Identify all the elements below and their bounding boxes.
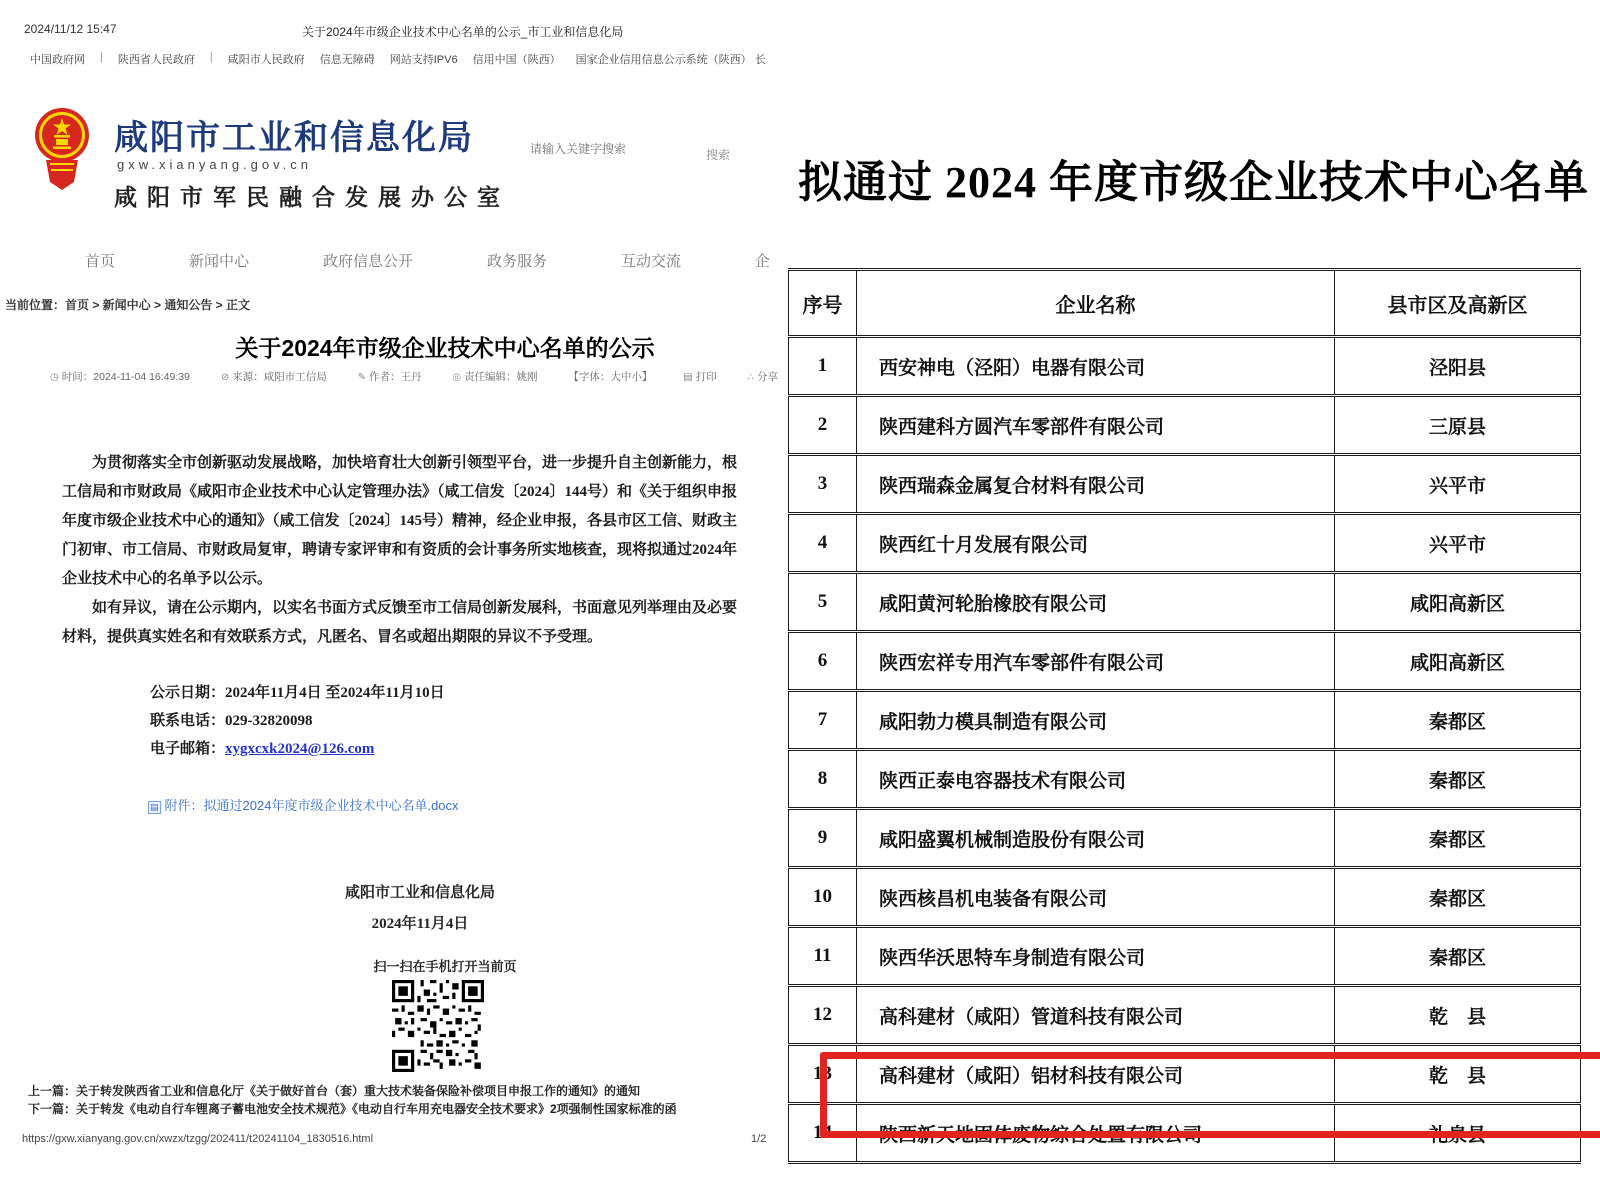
- share-icon: ∴: [747, 372, 754, 383]
- meta-author: [358, 369, 422, 384]
- cell-no: 13: [789, 1045, 857, 1104]
- search-box[interactable]: [528, 140, 703, 158]
- table-row: [789, 986, 1581, 1045]
- cell-no: 11: [789, 927, 857, 986]
- print-page-title: 关于2024年市级企业技术中心名单的公示_市工业和信息化局: [302, 25, 624, 39]
- link-enterprise-credit[interactable]: 国家企业信用信息公示系统（陕西）: [575, 54, 752, 66]
- table-row-highlighted: [789, 1104, 1581, 1163]
- table-row: [789, 691, 1581, 750]
- meta-editor: [452, 369, 537, 384]
- nav-item-interaction[interactable]: 互动交流: [620, 253, 681, 270]
- top-link-bar: [30, 51, 752, 67]
- email-label: 电子邮箱：: [150, 741, 226, 757]
- cell-name: 高科建材（咸阳）铝材科技有限公司: [857, 1045, 1335, 1104]
- national-emblem-icon: [33, 106, 91, 192]
- topbar-right-partial[interactable]: 长: [755, 54, 766, 66]
- site-name: 咸阳市工业和信息化局: [114, 119, 474, 157]
- clock-icon: ◷: [50, 372, 59, 383]
- body-line: 材料，提供真实姓名和有效联系方式，凡匿名、冒名或超出期限的异议不予受理。: [62, 629, 603, 645]
- body-line: 为贯彻落实全市创新驱动发展战略，加快培育壮大创新引领型平台，进一步提升自主创新能力，根: [92, 455, 738, 471]
- roster-title: 拟通过 2024 年度市级企业技术中心名单: [798, 158, 1589, 207]
- cell-name: 陕西新天地固体废物综合处置有限公司: [857, 1104, 1335, 1163]
- print-footer-page: 1/2: [751, 1133, 767, 1145]
- cell-no: 14: [789, 1104, 857, 1163]
- cell-district: 泾阳县: [1335, 337, 1581, 396]
- signature-org: 咸阳市工业和信息化局: [344, 885, 495, 901]
- table-row: [789, 1045, 1581, 1104]
- print-timestamp: 2024/11/12 15:47: [24, 22, 117, 36]
- print-footer-url: https://gxw.xianyang.gov.cn/xwzx/tzgg/202411/t20241104_1830516.html: [22, 1133, 374, 1145]
- body-line: 门初审、市工信局、市财政局复审，聘请专家评审和有资质的会计事务所实地核查，现将拟通过2024年: [62, 542, 738, 558]
- cell-no: 4: [789, 514, 857, 573]
- table-row: [789, 573, 1581, 632]
- print-action[interactable]: [683, 369, 716, 384]
- contact-block: [150, 679, 445, 763]
- signature-date: 2024年11月4日: [371, 916, 469, 932]
- article-title: 关于2024年市级企业技术中心名单的公示: [235, 335, 655, 361]
- col-header-no: 序号: [789, 270, 857, 337]
- cell-name: 陕西瑞森金属复合材料有限公司: [857, 455, 1335, 514]
- contact-email-line: [150, 735, 445, 763]
- cell-no: 3: [789, 455, 857, 514]
- pencil-icon: ✎: [357, 372, 366, 383]
- notice-date: 公示日期：2024年11月4日 至2024年11月10日: [150, 685, 445, 701]
- search-input[interactable]: [528, 141, 702, 157]
- cell-district: 兴平市: [1335, 514, 1581, 573]
- next-article-link[interactable]: 下一篇：关于转发《电动自行车锂离子蓄电池安全技术规范》《电动自行车用充电器安全技术要求》2项强制性国家标准的函: [28, 1101, 677, 1116]
- cell-district: 礼泉县: [1335, 1104, 1581, 1163]
- email-link[interactable]: xygxcxk2024@126.com: [225, 741, 375, 757]
- contact-phone: 联系电话：029-32820098: [150, 713, 313, 729]
- meta-time: [50, 369, 190, 384]
- cell-name: 咸阳盛翼机械制造股份有限公司: [857, 809, 1335, 868]
- cell-name: 咸阳勃力模具制造有限公司: [857, 691, 1335, 750]
- font-size-switch[interactable]: 【字体：大中小】: [568, 371, 653, 383]
- qr-code-icon: [392, 980, 484, 1072]
- table-row: [789, 868, 1581, 927]
- main-nav: [85, 250, 770, 271]
- prev-article-link[interactable]: 上一篇：关于转发陕西省工业和信息化厅《关于做好首台（套）重大技术装备保险补偿项目申报工作的通知》的通知: [28, 1084, 641, 1098]
- share-action[interactable]: [748, 369, 778, 384]
- article-body: [62, 449, 737, 652]
- link-gov-cn[interactable]: 中国政府网: [30, 54, 85, 66]
- cell-no: 12: [789, 986, 857, 1045]
- table-row: [789, 750, 1581, 809]
- cell-district: 咸阳高新区: [1335, 573, 1581, 632]
- table-row: [789, 396, 1581, 455]
- cell-district: 秦都区: [1335, 691, 1581, 750]
- cell-name: 陕西正泰电容器技术有限公司: [857, 750, 1335, 809]
- cell-no: 6: [789, 632, 857, 691]
- meta-source: [221, 369, 327, 384]
- editor-icon: ◎: [452, 372, 462, 383]
- cell-no: 1: [789, 337, 857, 396]
- print-label: 打印: [695, 371, 717, 383]
- separator: |: [100, 51, 103, 63]
- webpage-pane: [0, 0, 786, 1200]
- cell-district: 秦都区: [1335, 868, 1581, 927]
- nav-item-news[interactable]: 新闻中心: [188, 253, 249, 270]
- cell-name: 陕西华沃思特车身制造有限公司: [857, 927, 1335, 986]
- body-line: 企业技术中心的名单予以公示。: [62, 571, 273, 587]
- link-accessibility[interactable]: 信息无障碍: [319, 54, 375, 66]
- cell-district: 三原县: [1335, 396, 1581, 455]
- share-label: 分享: [756, 371, 778, 383]
- roster-table: [788, 268, 1581, 1164]
- prev-next-links: [28, 1083, 677, 1118]
- nav-item-home[interactable]: 首页: [85, 253, 116, 270]
- article-meta: [50, 369, 778, 384]
- meta-time-text: 时间：2024-11-04 16:49:39: [61, 371, 190, 383]
- cell-district: 咸阳高新区: [1335, 632, 1581, 691]
- cell-name: 陕西红十月发展有限公司: [857, 514, 1335, 573]
- meta-editor-text: 责任编辑：姚刚: [464, 371, 538, 383]
- attachment-link[interactable]: [148, 795, 459, 814]
- cell-name: 高科建材（咸阳）管道科技有限公司: [857, 986, 1335, 1045]
- cell-no: 8: [789, 750, 857, 809]
- cell-no: 9: [789, 809, 857, 868]
- meta-author-text: 作者：王丹: [368, 371, 422, 383]
- printer-icon: ▤: [683, 372, 693, 383]
- link-xianyang-gov[interactable]: 咸阳市人民政府: [227, 54, 305, 66]
- attachment-name[interactable]: 拟通过2024年度市级企业技术中心名单.docx: [203, 798, 459, 813]
- cell-district: 乾 县: [1335, 1045, 1581, 1104]
- site-url: gxw.xianyang.gov.cn: [117, 157, 312, 172]
- attachment-label: 附件：: [164, 798, 204, 813]
- nav-item-services[interactable]: 政务服务: [486, 253, 547, 270]
- cell-district: 兴平市: [1335, 455, 1581, 514]
- search-button[interactable]: 搜索: [706, 148, 731, 162]
- cell-district: 秦都区: [1335, 927, 1581, 986]
- link-ipv6[interactable]: 网站支持IPV6: [389, 54, 458, 66]
- cell-district: 秦都区: [1335, 750, 1581, 809]
- cell-name: 西安神电（泾阳）电器有限公司: [857, 337, 1335, 396]
- document-icon: ▤: [150, 802, 159, 812]
- link-credit-china[interactable]: 信用中国（陕西）: [472, 54, 561, 66]
- national-emblem-logo[interactable]: [33, 106, 91, 197]
- body-line: 工信局和市财政局《咸阳市企业技术中心认定管理办法》（咸工信发〔2024〕144号）和《关于组织申报: [62, 484, 738, 500]
- cell-name: 陕西核昌机电装备有限公司: [857, 868, 1335, 927]
- signature-block: [255, 878, 585, 940]
- table-row: [789, 927, 1581, 986]
- meta-source-text: 来源：咸阳市工信局: [232, 371, 327, 383]
- cell-district: 秦都区: [1335, 809, 1581, 868]
- col-header-district: 县市区及高新区: [1335, 270, 1581, 337]
- breadcrumb[interactable]: 当前位置：首页 > 新闻中心 > 通知公告 > 正文: [5, 298, 251, 312]
- body-line: 年度市级企业技术中心的通知》（咸工信发〔2024〕145号）精神，经企业申报，各县市区工信、财政主: [62, 513, 738, 529]
- cell-no: 2: [789, 396, 857, 455]
- cell-name: 陕西建科方圆汽车零部件有限公司: [857, 396, 1335, 455]
- table-row: [789, 514, 1581, 573]
- cell-name: 咸阳黄河轮胎橡胶有限公司: [857, 573, 1335, 632]
- link-shaanxi-gov[interactable]: 陕西省人民政府: [117, 54, 195, 66]
- table-header-row: [789, 270, 1581, 337]
- source-icon: ⊘: [220, 372, 230, 383]
- nav-item-info-disclosure[interactable]: 政府信息公开: [322, 253, 413, 270]
- nav-item-partial[interactable]: 企: [754, 253, 770, 270]
- separator: |: [209, 51, 213, 63]
- table-row: [789, 632, 1581, 691]
- table-row: [789, 809, 1581, 868]
- cell-name: 陕西宏祥专用汽车零部件有限公司: [857, 632, 1335, 691]
- qr-code: [392, 980, 484, 1077]
- table-row: [789, 337, 1581, 396]
- table-row: [789, 455, 1581, 514]
- cell-district: 乾 县: [1335, 986, 1581, 1045]
- qr-caption: 扫一扫在手机打开当前页: [373, 959, 517, 974]
- cell-no: 10: [789, 868, 857, 927]
- cell-no: 5: [789, 573, 857, 632]
- site-subname: 咸阳市军民融合发展办公室: [114, 184, 510, 210]
- cell-no: 7: [789, 691, 857, 750]
- col-header-name: 企业名称: [857, 270, 1335, 337]
- body-line: 如有异议，请在公示期内，以实名书面方式反馈至市工信局创新发展科，书面意见列举理由及必要: [92, 600, 738, 616]
